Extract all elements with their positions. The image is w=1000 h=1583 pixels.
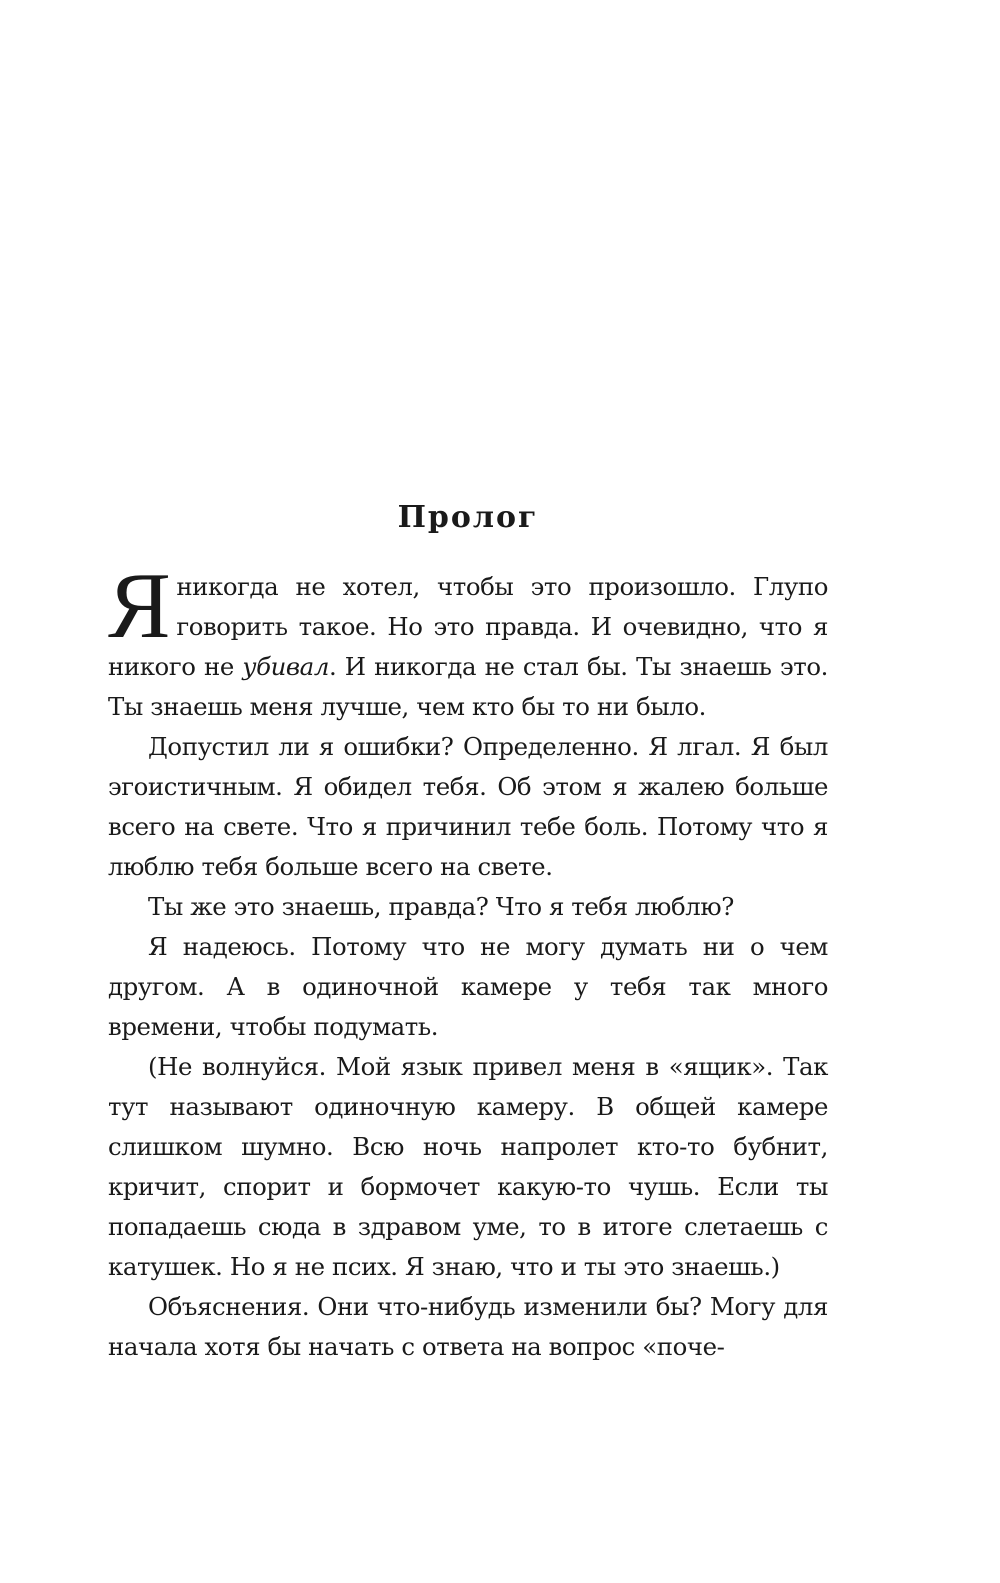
chapter-body xyxy=(108,554,829,1367)
chapter-title: Пролог xyxy=(397,500,539,535)
emphasized-word: убивал xyxy=(242,652,329,681)
paragraph-5: (Не волнуйся. Мой язык привел меня в «ящик». Так тут называют одиночную камеру. В общей камере слишком шумно. Всю ночь напролет кто-то бубнит, кричит, спорит и бормочет какую-то чушь. Если ты попадаешь сюда в здравом уме, то в итоге слетаешь с катушек. Но я не псих. Я знаю, что и ты это знаешь.) xyxy=(108,1052,828,1281)
paragraph-3: Ты же это знаешь, правда? Что я тебя люблю? xyxy=(148,892,734,921)
paragraph-4: Я надеюсь. Потому что не могу думать ни о чем другом. А в одиночной камере у тебя так много времени, чтобы подумать. xyxy=(108,932,828,1041)
paragraph-1-text-end: . И никогда не стал бы. Ты знаешь это. Ты знаешь меня лучше, чем кто бы то ни было. xyxy=(108,652,829,721)
paragraph-1-text-start: никогда не хотел, чтобы это произошло. Глупо говорить такое. Но это правда. И очевидно, что я никого не xyxy=(108,572,828,681)
paragraph-1 xyxy=(108,554,829,727)
drop-cap: Я xyxy=(108,554,171,658)
paragraph-6: Объяснения. Они что-нибудь изменили бы? Могу для начала хотя бы начать с ответа на вопрос «поче- xyxy=(108,1292,828,1361)
paragraph-2: Допустил ли я ошибки? Определенно. Я лгал. Я был эгоистичным. Я обидел тебя. Об этом я жалею больше всего на свете. Что я причинил тебе боль. Потому что я люблю тебя больше всего на свете. xyxy=(108,732,828,881)
